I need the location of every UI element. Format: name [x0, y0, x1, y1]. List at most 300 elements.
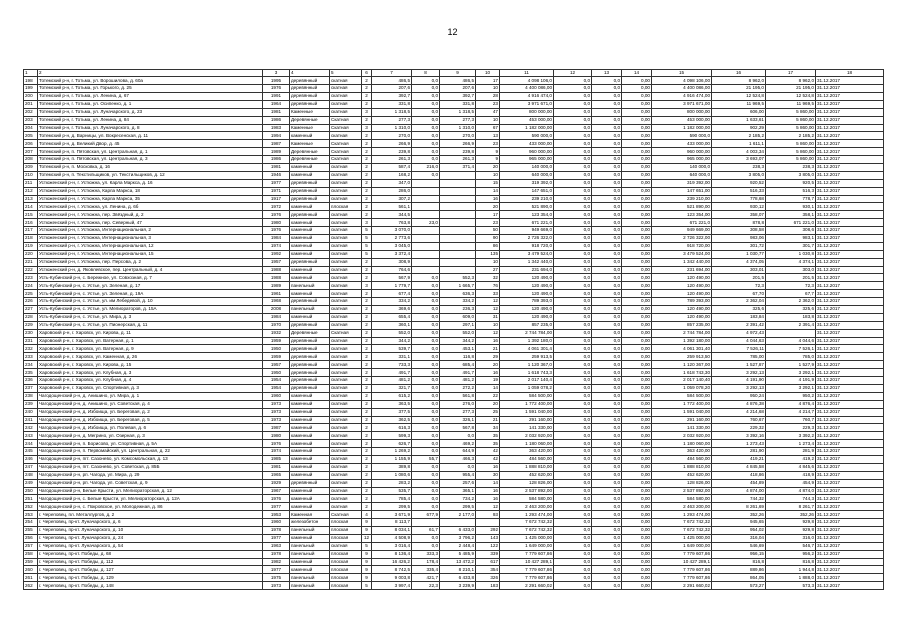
cell-nonresidential-area: 333,3 — [412, 550, 440, 558]
cell-floors: 2 — [362, 416, 372, 424]
cell-nonresidential-area: 0,0 — [412, 463, 440, 471]
table-row — [24, 329, 884, 337]
cell-max-cost-per-sqm: 744,3 — [766, 495, 816, 503]
cell-cost-per-sqm: 8 261,69 — [712, 503, 766, 511]
cell-owners-fund: 0,00 — [622, 171, 652, 179]
cell-cost-per-sqm: 325,6 — [712, 306, 766, 314]
cell-fund-total: 231 694,00 — [652, 266, 712, 274]
cell-address: Тотемский р-н, г. Тотьма, ул. Луначарского, д. 8 — [38, 124, 263, 132]
cell-regional-fund: 0,0 — [554, 266, 592, 274]
cell-fund-total: 1 293 474,00 — [652, 511, 712, 519]
cell-wall-material: панельный — [290, 306, 330, 314]
cell-total-cost: 7 779 607,86 — [500, 574, 554, 582]
cell-local-fund: 0,0 — [592, 392, 622, 400]
cell-cost-per-sqm: 2 362,04 — [712, 298, 766, 306]
cell-row-number: 227 — [24, 306, 38, 314]
cell-fund-total: 1 342 440,00 — [652, 258, 712, 266]
cell-owners-fund: 0,00 — [622, 369, 652, 377]
cell-owners-fund: 0,00 — [622, 266, 652, 274]
cell-regional-fund: 0,0 — [554, 408, 592, 416]
cell-wall-material: каменный — [290, 400, 330, 408]
cell-local-fund: 0,0 — [592, 400, 622, 408]
cell-completion-date: 31.12.2017 — [816, 140, 884, 148]
cell-total-cost: 1 293 474,00 — [500, 511, 554, 519]
table-row — [24, 274, 884, 282]
cell-owners-fund: 0,00 — [622, 455, 652, 463]
cell-wall-material: каменный — [290, 471, 330, 479]
cell-wall-material: панельный — [290, 526, 330, 534]
cell-regional-fund: 0,0 — [554, 424, 592, 432]
cell-total-cost: 7 779 607,86 — [500, 550, 554, 558]
cell-wall-material: каменный — [290, 219, 330, 227]
cell-total-area: 270,0 — [372, 132, 412, 140]
cell-completion-date: 31.12.2017 — [816, 487, 884, 495]
cell-wall-material: деревянный — [290, 337, 330, 345]
cell-residential-area — [440, 250, 476, 258]
cell-total-area: 369,6 — [372, 306, 412, 314]
cell-nonresidential-area: 0,0 — [412, 92, 440, 100]
cell-row-number: 204 — [24, 124, 38, 132]
cell-year-built: 1988 — [263, 274, 290, 282]
cell-year-built: 1959 — [263, 353, 290, 361]
cell-row-number: 223 — [24, 274, 38, 282]
cell-regional-fund: 0,0 — [554, 345, 592, 353]
cell-wall-material: панельный — [290, 582, 330, 590]
cell-floors: 2 — [362, 187, 372, 195]
cell-cost-per-sqm: 2 185,2 — [712, 132, 766, 140]
cell-year-built: 1917 — [263, 195, 290, 203]
cell-regional-fund: 0,0 — [554, 298, 592, 306]
table-row — [24, 448, 884, 456]
cell-local-fund: 0,0 — [592, 100, 622, 108]
cell-residents: 122 — [476, 542, 500, 550]
cell-row-number: 262 — [24, 582, 38, 590]
cell-nonresidential-area — [412, 195, 440, 203]
table-row — [24, 313, 884, 321]
cell-total-cost: 1 059 078,2 — [500, 384, 554, 392]
cell-total-cost: 2 032 920,00 — [500, 432, 554, 440]
cell-total-area: 283,2 — [372, 479, 412, 487]
cell-nonresidential-area: 0,0 — [412, 140, 440, 148]
cell-regional-fund: 0,0 — [554, 495, 592, 503]
cell-fund-total: 1 618 743,30 — [652, 369, 712, 377]
cell-regional-fund: 0,0 — [554, 85, 592, 93]
cell-regional-fund: 0,0 — [554, 511, 592, 519]
cell-address: Устюженский р-н, г. Устюжна, Карла Маркса, 35 — [38, 195, 263, 203]
cell-max-cost-per-sqm: 1 527,9 — [766, 361, 816, 369]
cell-address: Чагодощенский р-н, с. Покровское, ул. Молодежная, д. 86 — [38, 503, 263, 511]
cell-max-cost-per-sqm: 301,7 — [766, 242, 816, 250]
cell-residential-area: 334,2 — [440, 298, 476, 306]
cell-year-built: 1986 — [263, 156, 290, 164]
cell-cost-per-sqm: 72,3 — [712, 282, 766, 290]
cell-completion-date: 31.12.2017 — [816, 108, 884, 116]
cell-wall-material: деревянный — [290, 85, 330, 93]
cell-regional-fund: 0,0 — [554, 550, 592, 558]
cell-cost-per-sqm: 419,21 — [712, 455, 766, 463]
cell-nonresidential-area: 0,0 — [412, 337, 440, 345]
cell-nonresidential-area — [412, 211, 440, 219]
cell-wall-material: деревянный — [290, 211, 330, 219]
cell-floors: 2 — [362, 440, 372, 448]
column-number-17: 17 — [766, 70, 816, 77]
cell-local-fund: 0,0 — [592, 298, 622, 306]
cell-year-built: 1965 — [263, 471, 290, 479]
cell-roof-type: скатная — [330, 92, 362, 100]
cell-roof-type: скатная — [330, 455, 362, 463]
cell-total-area: 331,8 — [372, 100, 412, 108]
cell-completion-date: 31.12.2017 — [816, 148, 884, 156]
table-row — [24, 266, 884, 274]
cell-owners-fund: 0,00 — [622, 242, 652, 250]
cell-total-area: 785,4 — [372, 495, 412, 503]
cell-total-area: 8 113,7 — [372, 519, 412, 527]
cell-total-cost: 1 180 060,00 — [500, 440, 554, 448]
cell-year-built: 1963 — [263, 542, 290, 550]
cell-residents: 35 — [476, 440, 500, 448]
cell-address: Тотемский р-н, п. Московка, д. 16 — [38, 164, 263, 172]
cell-year-built: 1992 — [263, 250, 290, 258]
cell-nonresidential-area: 0,0 — [412, 384, 440, 392]
cell-wall-material: каменный — [290, 408, 330, 416]
cell-residents: 20 — [476, 400, 500, 408]
cell-total-cost: 960 000,00 — [500, 148, 554, 156]
cell-year-built: 1950 — [263, 345, 290, 353]
cell-roof-type: скатная — [330, 282, 362, 290]
cell-total-area: 307,2 — [372, 195, 412, 203]
cell-roof-type: плоская — [330, 526, 362, 534]
cell-regional-fund: 0,0 — [554, 108, 592, 116]
cell-wall-material: каменный — [290, 313, 330, 321]
cell-total-cost: 120 490,0 — [500, 290, 554, 298]
cell-residents: 9 — [476, 148, 500, 156]
cell-cost-per-sqm: 358,07 — [712, 211, 766, 219]
cell-year-built: 1980 — [263, 219, 290, 227]
cell-max-cost-per-sqm: 785,0 — [766, 353, 816, 361]
cell-row-number: 253 — [24, 511, 38, 519]
table-row — [24, 148, 884, 156]
cell-address: Чагодощенский р-н, Белые Крысти, ул. Мелиораторская, д. 12 — [38, 487, 263, 495]
cell-roof-type: скатная — [330, 432, 362, 440]
cell-max-cost-per-sqm: 1 888,0 — [766, 574, 816, 582]
table-row — [24, 92, 884, 100]
table-row — [24, 550, 884, 558]
cell-wall-material: панельный — [290, 574, 330, 582]
cell-row-number: 210 — [24, 171, 38, 179]
cell-local-fund: 0,0 — [592, 479, 622, 487]
cell-completion-date: 31.12.2017 — [816, 274, 884, 282]
cell-completion-date: 31.12.2017 — [816, 235, 884, 243]
cell-cost-per-sqm: 308,58 — [712, 227, 766, 235]
table-row — [24, 440, 884, 448]
cell-fund-total: 4 061 301,40 — [652, 345, 712, 353]
cell-owners-fund: 0,00 — [622, 503, 652, 511]
cell-total-area: 8 742,5 — [372, 566, 412, 574]
cell-residential-area: 1 310,0 — [440, 124, 476, 132]
cell-wall-material: каменный — [290, 534, 330, 542]
cell-row-number: 261 — [24, 574, 38, 582]
cell-regional-fund: 0,0 — [554, 92, 592, 100]
cell-wall-material: железобетон — [290, 519, 330, 527]
cell-residents: 16 — [476, 337, 500, 345]
cell-owners-fund: 0,00 — [622, 124, 652, 132]
cell-nonresidential-area: 0,0 — [412, 116, 440, 124]
cell-regional-fund: 0,0 — [554, 132, 592, 140]
cell-max-cost-per-sqm: 3 805,0 — [766, 171, 816, 179]
cell-residential-area: 6 433,8 — [440, 574, 476, 582]
cell-floors: 2 — [362, 266, 372, 274]
table-row — [24, 77, 884, 85]
cell-completion-date: 31.12.2017 — [816, 321, 884, 329]
cell-cost-per-sqm: 4 876,38 — [712, 400, 766, 408]
cell-completion-date: 31.12.2017 — [816, 400, 884, 408]
table-row — [24, 526, 884, 534]
cell-floors: 9 — [362, 526, 372, 534]
cell-cost-per-sqm: 956,15 — [712, 550, 766, 558]
cell-floors: 9 — [362, 519, 372, 527]
cell-max-cost-per-sqm: 201,5 — [766, 274, 816, 282]
cell-total-cost: 10 427 289,1 — [500, 558, 554, 566]
cell-floors: 2 — [362, 203, 372, 211]
cell-residents: 354 — [476, 566, 500, 574]
cell-completion-date: 31.12.2017 — [816, 132, 884, 140]
cell-residents: 292 — [476, 526, 500, 534]
cell-residents: 14 — [476, 187, 500, 195]
cell-roof-type: скатная — [330, 495, 362, 503]
cell-total-area: 1 080,6 — [372, 471, 412, 479]
cell-max-cost-per-sqm: 983,1 — [766, 235, 816, 243]
cell-residential-area: 567,8 — [440, 424, 476, 432]
cell-fund-total: 1 772 400,00 — [652, 400, 712, 408]
cell-completion-date: 31.12.2017 — [816, 550, 884, 558]
cell-wall-material: каменный — [290, 164, 330, 172]
cell-floors: 2 — [362, 361, 372, 369]
cell-residents: 20 — [476, 164, 500, 172]
cell-residents: 16 — [476, 495, 500, 503]
column-number-3: 3 — [263, 70, 290, 77]
cell-residential-area: 609,0 — [440, 313, 476, 321]
cell-max-cost-per-sqm: 21 195,0 — [766, 85, 816, 93]
cell-address: Тотемский р-н, п. Пятовская, ул. Центральная, д. 3 — [38, 156, 263, 164]
cell-row-number: 256 — [24, 534, 38, 542]
cell-wall-material: каменный — [290, 416, 330, 424]
cell-nonresidential-area — [412, 258, 440, 266]
cell-roof-type: скатная — [330, 313, 362, 321]
cell-row-number: 232 — [24, 345, 38, 353]
cell-wall-material: Деревянные — [290, 116, 330, 124]
cell-owners-fund: 0,00 — [622, 440, 652, 448]
cell-completion-date: 31.12.2017 — [816, 408, 884, 416]
cell-completion-date: 31.12.2017 — [816, 377, 884, 385]
cell-regional-fund: 0,0 — [554, 440, 592, 448]
cell-residents: 27 — [476, 266, 500, 274]
cell-wall-material: деревянный — [290, 298, 330, 306]
column-number-8: 8 — [412, 70, 440, 77]
cell-floors: 2 — [362, 337, 372, 345]
cell-year-built: 1929 — [263, 479, 290, 487]
cell-address: Усть-Кубинский р-н, с. Устье, ул. Мира, д. 3 — [38, 313, 263, 321]
cell-wall-material: панельный — [290, 542, 330, 550]
cell-owners-fund: 0,00 — [622, 534, 652, 542]
cell-roof-type: скатная — [330, 361, 362, 369]
cell-completion-date: 31.12.2017 — [816, 479, 884, 487]
cell-total-area: 347,0 — [372, 179, 412, 187]
cell-wall-material: каменный — [290, 227, 330, 235]
cell-roof-type: плоская — [330, 534, 362, 542]
cell-wall-material: каменный — [290, 424, 330, 432]
cell-local-fund: 0,0 — [592, 132, 622, 140]
cell-residents: 19 — [476, 377, 500, 385]
cell-owners-fund: 0,00 — [622, 400, 652, 408]
cell-max-cost-per-sqm: 4 874,0 — [766, 487, 816, 495]
cell-wall-material: каменный — [290, 290, 330, 298]
cell-regional-fund: 0,0 — [554, 282, 592, 290]
cell-address: Устюженский р-н, г. Устюжна, ул. Ленина, д. 6б — [38, 203, 263, 211]
table-row — [24, 337, 884, 345]
cell-year-built: 1983 — [263, 124, 290, 132]
cell-cost-per-sqm: 930,12 — [712, 203, 766, 211]
cell-residents: 16 — [476, 195, 500, 203]
cell-owners-fund: 0,00 — [622, 337, 652, 345]
cell-max-cost-per-sqm: 183,8 — [766, 313, 816, 321]
cell-cost-per-sqm: 201,5 — [712, 274, 766, 282]
cell-row-number: 237 — [24, 384, 38, 392]
cell-fund-total: 2 744 784,00 — [652, 329, 712, 337]
cell-total-area: 9 003,8 — [372, 574, 412, 582]
cell-total-area: 763,8 — [372, 219, 412, 227]
cell-nonresidential-area: 216,0 — [412, 164, 440, 172]
cell-owners-fund: 0,00 — [622, 156, 652, 164]
cell-year-built: 1974 — [263, 242, 290, 250]
cell-year-built: 1967 — [263, 487, 290, 495]
cell-residents: 22 — [476, 392, 500, 400]
cell-floors: 2 — [362, 424, 372, 432]
table-row — [24, 108, 884, 116]
cell-residential-area: 257,6 — [440, 479, 476, 487]
cell-local-fund: 0,0 — [592, 566, 622, 574]
cell-total-area: 344,2 — [372, 337, 412, 345]
cell-max-cost-per-sqm: 546,7 — [766, 542, 816, 550]
cell-address: Чагодощенский р-н, д. Избоища, ул. Береговая, д. 2 — [38, 408, 263, 416]
cell-regional-fund: 0,0 — [554, 140, 592, 148]
cell-address: Устюженский р-н, г. Устюжна, Интернациональная, 12 — [38, 242, 263, 250]
cell-total-area: 567,9 — [372, 274, 412, 282]
cell-completion-date: 31.12.2017 — [816, 440, 884, 448]
cell-residential-area — [440, 195, 476, 203]
cell-address: Харовский р-н, г. Харовск, ул. Кирова, д. 11 — [38, 329, 263, 337]
cell-completion-date: 31.12.2017 — [816, 558, 884, 566]
cell-cost-per-sqm: 864,05 — [712, 574, 766, 582]
cell-completion-date: 31.12.2017 — [816, 195, 884, 203]
cell-total-cost: 521 890,0 — [500, 203, 554, 211]
page-number: 12 — [447, 27, 458, 37]
cell-address: Чагодощенский р-н, рп. Чагода, ул. Советская, д. 9 — [38, 479, 263, 487]
cell-owners-fund: 0,00 — [622, 219, 652, 227]
cell-max-cost-per-sqm: 4 845,6 — [766, 463, 816, 471]
table-row — [24, 574, 884, 582]
cell-completion-date: 31.12.2017 — [816, 203, 884, 211]
cell-cost-per-sqm: 920,52 — [712, 179, 766, 187]
cell-nonresidential-area: 0,0 — [412, 369, 440, 377]
cell-fund-total: 3 971 671,00 — [652, 100, 712, 108]
cell-completion-date: 31.12.2017 — [816, 211, 884, 219]
cell-total-area: 535,7 — [372, 487, 412, 495]
cell-max-cost-per-sqm: 325,6 — [766, 306, 816, 314]
cell-regional-fund: 0,0 — [554, 77, 592, 85]
cell-owners-fund: 0,00 — [622, 384, 652, 392]
table-row — [24, 534, 884, 542]
cell-residential-area: 344,2 — [440, 337, 476, 345]
table-row — [24, 400, 884, 408]
cell-year-built: 1976 — [263, 227, 290, 235]
cell-floors: 2 — [362, 100, 372, 108]
cell-regional-fund: 0,0 — [554, 187, 592, 195]
cell-floors: 2 — [362, 479, 372, 487]
cell-roof-type: скатная — [330, 242, 362, 250]
cell-nonresidential-area: 0,0 — [412, 424, 440, 432]
cell-residential-area: 331,8 — [440, 100, 476, 108]
cell-nonresidential-area: 0,0 — [412, 156, 440, 164]
cell-total-area: 266,9 — [372, 140, 412, 148]
cell-row-number: 250 — [24, 487, 38, 495]
cell-local-fund: 0,0 — [592, 250, 622, 258]
cell-roof-type: скатная — [330, 384, 362, 392]
cell-nonresidential-area: 0,0 — [412, 100, 440, 108]
cell-owners-fund: 0,00 — [622, 479, 652, 487]
cell-address: г. Череповец, пр-кт. Луначарского, д. 10 — [38, 526, 263, 534]
cell-address: Харовский р-н, г. Харовск, ул. Ватерная, д. 1 — [38, 337, 263, 345]
cell-total-cost: 965 000,00 — [500, 156, 554, 164]
cell-regional-fund: 0,0 — [554, 558, 592, 566]
cell-cost-per-sqm: 4 972,43 — [712, 329, 766, 337]
cell-row-number: 214 — [24, 203, 38, 211]
cell-address: Устюженский р-н, г. Устюжна, ул. Карла Маркса, д. 16 — [38, 179, 263, 187]
cell-year-built: 1954 — [263, 384, 290, 392]
cell-residential-area: 2 448,4 — [440, 542, 476, 550]
cell-residents: 16 — [476, 487, 500, 495]
cell-owners-fund: 0,00 — [622, 566, 652, 574]
cell-residential-area: 299,5 — [440, 503, 476, 511]
cell-residents: 86 — [476, 242, 500, 250]
cell-nonresidential-area: 0,0 — [412, 534, 440, 542]
cell-residents: 30 — [476, 471, 500, 479]
cell-completion-date: 31.12.2017 — [816, 455, 884, 463]
cell-fund-total: 584 580,00 — [652, 495, 712, 503]
cell-total-area: 261,3 — [372, 156, 412, 164]
cell-nonresidential-area — [412, 187, 440, 195]
cell-roof-type: Скатная — [330, 148, 362, 156]
cell-year-built: 1982 — [263, 558, 290, 566]
cell-fund-total: 291 160,00 — [652, 416, 712, 424]
cell-fund-total: 120 490,00 — [652, 282, 712, 290]
cell-row-number: 221 — [24, 258, 38, 266]
cell-nonresidential-area: 0,0 — [412, 321, 440, 329]
cell-local-fund: 0,0 — [592, 266, 622, 274]
cell-local-fund: 0,0 — [592, 353, 622, 361]
cell-year-built: 1994 — [263, 132, 290, 140]
cell-total-area: 3 997,4 — [372, 582, 412, 590]
cell-residents: 10 — [476, 321, 500, 329]
cell-floors: 2 — [362, 211, 372, 219]
cell-completion-date: 31.12.2017 — [816, 432, 884, 440]
cell-roof-type: скатная — [330, 440, 362, 448]
cell-local-fund: 0,0 — [592, 164, 622, 172]
cell-year-built: 1989 — [263, 148, 290, 156]
cell-owners-fund: 0,00 — [622, 432, 652, 440]
cell-roof-type: скатная — [330, 424, 362, 432]
cell-local-fund: 0,0 — [592, 337, 622, 345]
cell-max-cost-per-sqm: 930,1 — [766, 203, 816, 211]
